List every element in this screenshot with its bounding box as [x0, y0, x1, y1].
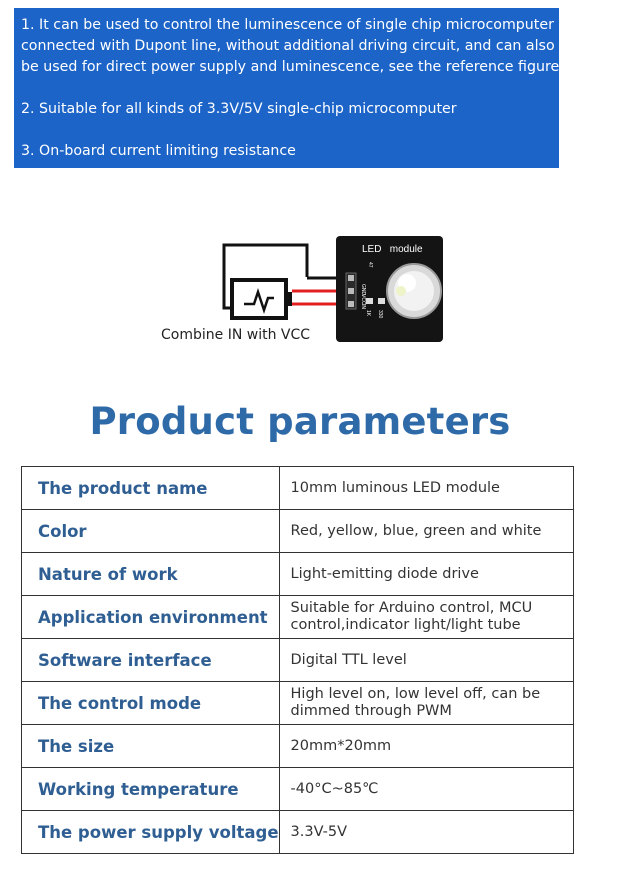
param-name: Nature of work	[22, 553, 280, 596]
intro-item-2: 2. Suitable for all kinds of 3.3V/5V single-chip microcomputer	[21, 101, 457, 117]
param-name: The power supply voltage	[22, 811, 280, 854]
param-value: Suitable for Arduino control, MCU control,indicator light/light tube	[279, 596, 573, 639]
board-mark-330: 330	[377, 310, 383, 319]
param-value: Red, yellow, blue, green and white	[279, 510, 573, 553]
param-name: Software interface	[22, 639, 280, 682]
parameters-table	[21, 466, 574, 854]
figure-caption: Combine IN with VCC	[161, 327, 311, 343]
table-row	[22, 811, 574, 854]
pin-label-gnd: GND	[360, 284, 366, 296]
table-row	[22, 768, 574, 811]
param-name: Working temperature	[22, 768, 280, 811]
param-value: -40°C~85℃	[279, 768, 573, 811]
param-name: The control mode	[22, 682, 280, 725]
table-row	[22, 596, 574, 639]
table-row	[22, 510, 574, 553]
param-name: Color	[22, 510, 280, 553]
module-label: LED module	[362, 244, 423, 255]
wiring-figure	[0, 0, 640, 400]
table-row	[22, 682, 574, 725]
param-name: Application environment	[22, 596, 280, 639]
param-value: 10mm luminous LED module	[279, 467, 573, 510]
param-value: Digital TTL level	[279, 639, 573, 682]
board-mark-47: 47	[367, 262, 373, 268]
param-value: 3.3V-5V	[279, 811, 573, 854]
intro-item-3: 3. On-board current limiting resistance	[21, 143, 296, 159]
param-value: High level on, low level off, can be dimmed through PWM	[279, 682, 573, 725]
param-value: 20mm*20mm	[279, 725, 573, 768]
table-row	[22, 725, 574, 768]
section-heading: Product parameters	[89, 400, 511, 443]
table-row	[22, 639, 574, 682]
param-value: Light-emitting diode drive	[279, 553, 573, 596]
board-mark-1k: 1K	[365, 310, 371, 317]
pin-label-vcc: VCC	[360, 294, 366, 305]
table-row	[22, 467, 574, 510]
param-name: The size	[22, 725, 280, 768]
pin-label-in: IN	[360, 304, 366, 309]
table-row	[22, 553, 574, 596]
battery-icon	[232, 280, 286, 318]
param-name: The product name	[22, 467, 280, 510]
intro-item-1: 1. It can be used to control the luminescence of single chip microcomputer connected with Dupont line, without additional driving circuit, and can also be used for direct power supply and luminescence, see the reference figure	[21, 17, 560, 75]
